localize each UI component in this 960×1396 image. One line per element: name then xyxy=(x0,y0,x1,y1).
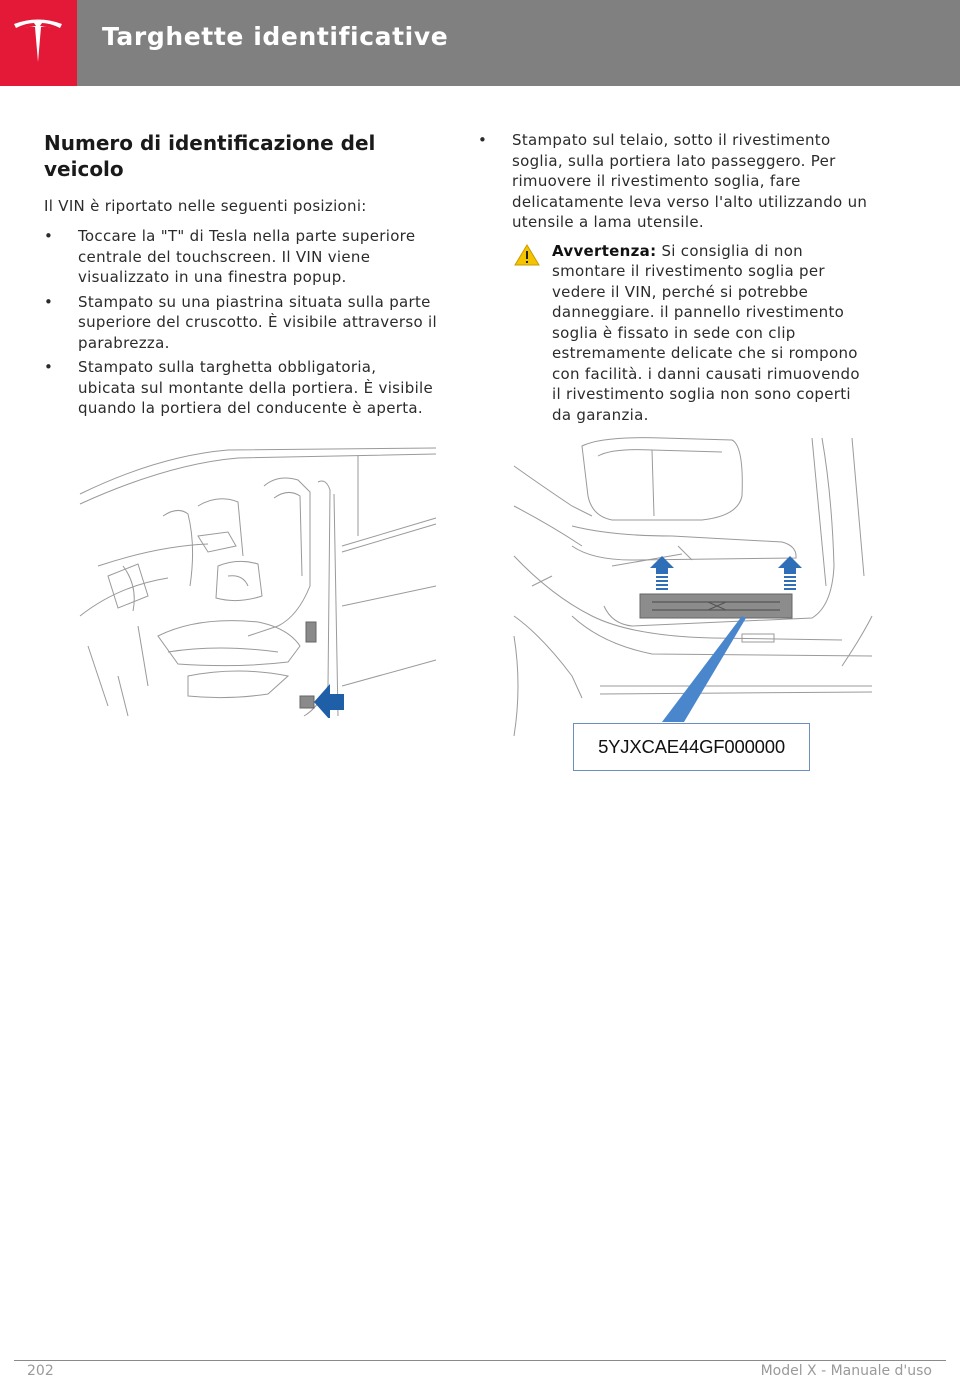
vin-location-list-continued xyxy=(478,130,873,233)
footer-manual-title: Model X - Manuale d'uso xyxy=(760,1363,932,1379)
vin-example-box xyxy=(573,723,810,771)
list-item-text: Stampato sul telaio, sotto il rivestimento soglia, sulla portiera lato passeggero. Per rimuovere il rivestimento soglia, fare delicatamente leva verso l'alto utilizzando un utensile a lama utensile. xyxy=(512,131,868,231)
page-title: Targhette identificative xyxy=(102,22,449,51)
lift-arrow-icon xyxy=(650,556,674,590)
intro-text: Il VIN è riportato nelle seguenti posizioni: xyxy=(44,197,367,215)
vin-example-text: 5YJXCAE44GF000000 xyxy=(598,736,785,757)
warning-note xyxy=(478,241,873,426)
bullet-symbol: • xyxy=(44,292,54,311)
warning-label: Avvertenza: xyxy=(552,241,657,260)
footer-divider xyxy=(14,1360,946,1361)
vin-pointer xyxy=(662,616,746,722)
door-pillar-illustration xyxy=(78,446,438,718)
tesla-t-logo-icon xyxy=(12,14,64,66)
page-number: 202 xyxy=(27,1363,54,1379)
list-item xyxy=(44,357,439,419)
warning-triangle-icon xyxy=(514,244,540,266)
list-item xyxy=(44,292,439,354)
lift-arrow-icon xyxy=(778,556,802,590)
right-column xyxy=(478,130,873,425)
bullet-symbol: • xyxy=(44,358,54,376)
brand-logo-box xyxy=(0,0,77,86)
vin-location-list xyxy=(44,226,439,419)
list-item-text: Stampato su una piastrina situata sulla parte superiore del cruscotto. È visibile attraverso il parabrezza. xyxy=(78,292,437,352)
page-header xyxy=(0,0,960,86)
sill-trim-illustration xyxy=(512,436,874,746)
bullet-symbol: • xyxy=(478,131,488,149)
section-title: Numero di identificazione del veicolo xyxy=(44,131,376,181)
list-item-text: Toccare la "T" di Tesla nella parte superiore centrale del touchscreen. Il VIN viene visualizzato in una finestra popup. xyxy=(78,227,416,286)
list-item xyxy=(44,226,439,288)
bullet-symbol: • xyxy=(44,227,54,245)
location-arrow-icon xyxy=(314,684,344,718)
list-item xyxy=(478,130,873,233)
left-column xyxy=(44,130,439,423)
list-item-text: Stampato sulla targhetta obbligatoria, ubicata sul montante della portiera. È visibile quando la portiera del conducente è aperta. xyxy=(78,358,434,417)
warning-text: Si consiglia di non smontare il rivestimento soglia per vedere il VIN, perché si potrebbe danneggiare. il pannello rivestimento soglia è fissato in sede con clip estremamente delicate che si rompono con facilità. i danni causati rimuovendo il rivestimento soglia non sono coperti da garanzia. xyxy=(552,241,860,424)
